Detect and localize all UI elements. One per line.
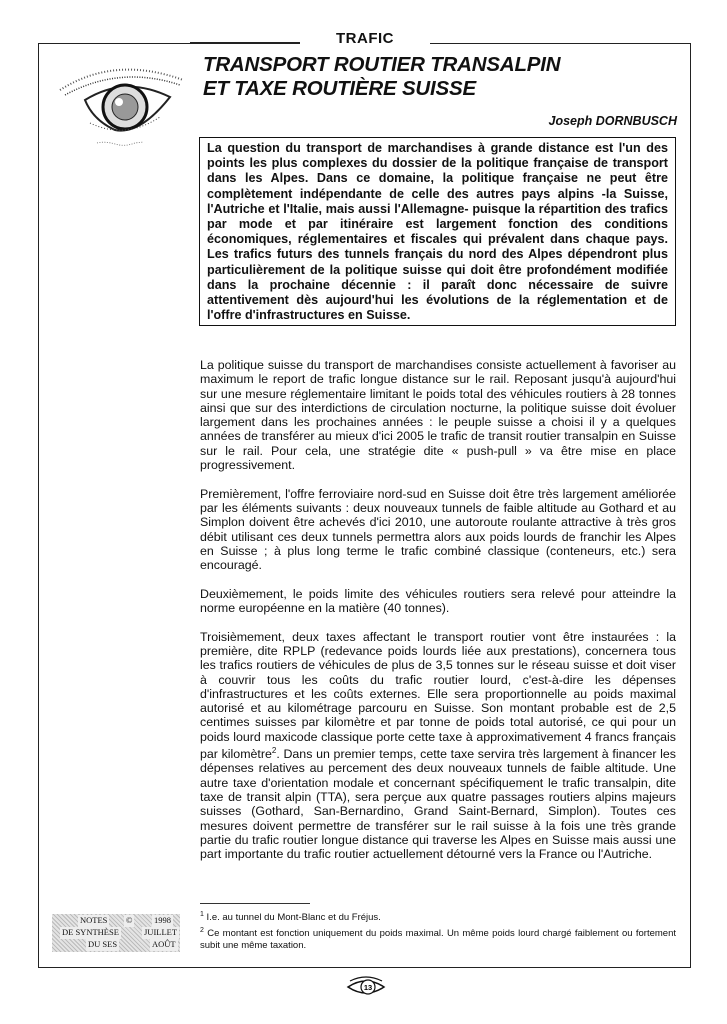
title-line-1: TRANSPORT ROUTIER TRANSALPIN [203, 53, 561, 76]
paragraph-1: La politique suisse du transport de marchandises consiste actuellement à favoriser au maximum le report de trafic longue distance sur le rail. Reposant jusqu'à aujourd'hui sur une mesure réglementaire limitant le poids total des véhicules routiers à 28 tonnes ainsi que sur des interdictions de circulation nocturne, la politique suisse doit évoluer largement dans les prochaines années : le peuple suisse a choisi il y a quelques années de transférer au mieux d'ici 2005 le trafic de transit routier transalpin en Suisse sur le rail. Pour cela, une stratégie dite « push-pull » va être mise en place progressivement. [200, 358, 676, 473]
stamp-du-ses: DU SES [88, 939, 118, 949]
page-number: 13 [363, 983, 373, 992]
decorative-mark [95, 140, 145, 146]
stamp-copyright: © [126, 915, 133, 925]
author: Joseph DORNBUSCH [548, 114, 677, 128]
paragraph-4-part-a: Troisièmement, deux taxes affectant le transport routier vont être instaurées : la première, dite RPLP (redevance poids lourds liée aux prestations), concernera tous les trafics routiers de véhicules de plus de 3,5 tonnes sur le réseau suisse et doit viser à couvrir tous les coûts du trafic routier lourd, c'est-à-dire les dépenses d'infrastructures et les coûts externes. Elle sera proportionnelle au poids maximal autorisé et au kilométrage parcouru en Suisse. Son montant probable est de 2,5 centimes suisses par kilomètre et par tonne de poids total autorisé, ce qui pour un poids lourd maxicode classique porte cette taxe à approximativement 4 francs français par kilomètre [200, 629, 676, 762]
title-line-2: ET TAXE ROUTIÈRE SUISSE [203, 77, 476, 100]
footnote-1-mark: 1 [200, 911, 204, 918]
abstract-box: La question du transport de marchandises à grande distance est l'un des points les plus complexes du dossier de la politique française de transport dans les Alpes. Dans ce domaine, la politique française ne peut être complètement indépendante de celle des autres pays alpins -la Suisse, l'Autriche et l'Italie, mais aussi l'Allemagne- puisque la répartition des trafics par mode et par itinéraire est largement fonction des conditions économiques, réglementaires et fiscales qui prévalent dans chaque pays. Les trafics futurs des tunnels français du nord des Alpes dépendront plus particulièrement de la politique suisse qui doit être profondément modifiée dans la prochaine décennie : il paraît donc nécessaire de suivre attentivement dès aujourd'hui les évolutions de la réglementation et de l'offre d'infrastructures en Suisse. [199, 137, 676, 326]
footnote-ref-2: 2 [271, 746, 277, 756]
section-rule [190, 42, 300, 43]
article-body [200, 358, 676, 876]
paragraph-3: Deuxièmement, le poids limite des véhicules routiers sera relevé pour atteindre la norme européenne en la matière (40 tonnes). [200, 586, 676, 616]
article-title [203, 53, 560, 101]
stamp-year: 1998 [154, 915, 171, 925]
stamp-month-2: AOÛT [152, 939, 176, 949]
footnote-1 [200, 909, 676, 925]
footnote-2-text: Ce montant est fonction uniquement du poids maximal. Un même poids lourd chargé faiblement ou fortement subit une même taxation. [200, 927, 676, 952]
paragraph-4-part-b: . Dans un premier temps, cette taxe servira très largement à financer les dépenses relatives au percement des deux nouveaux tunnels de faible altitude. Une autre taxe d'orientation modale et concernant spécifiquement le trafic transalpin, dite taxe de transit alpin (TTA), sera perçue aux quatre passages routiers alpins majeurs suisses (Gothard, San-Bernardino, Grand Saint-Bernard, Simplon). Toutes ces mesures doivent permettre de transférer sur le rail suisse à la fois une très grande partie du trafic routier longue distance qui traverse les Alpes en Suisse mais aussi une part importante du trafic routier actuellement détourné vers la France ou l'Autriche. [200, 747, 676, 862]
page-number-eye-icon [346, 975, 386, 999]
paragraph-4 [200, 630, 676, 862]
footnote-2 [200, 925, 676, 953]
footnote-1-text: I.e. au tunnel du Mont-Blanc et du Fréjus. [203, 912, 381, 924]
stamp-notes: NOTES [80, 915, 108, 925]
footnotes [200, 909, 676, 953]
section-heading: TRAFIC [300, 30, 430, 47]
stamp-de-synthese: DE SYNTHÈSE [62, 927, 119, 937]
footnote-2-mark: 2 [200, 926, 204, 934]
stamp-month: JUILLET [144, 927, 178, 937]
footnote-rule [200, 903, 310, 904]
publication-stamp [52, 914, 180, 952]
paragraph-2: Premièrement, l'offre ferroviaire nord-sud en Suisse doit être très largement améliorée par les éléments suivants : deux nouveaux tunnels de faible altitude au Gothard et au Simplon doivent être achevés d'ici 2010, une autoroute roulante attractive à très gros débit utilisant ces deux tunnels permettra alors aux poids lourds de franchir les Alpes en Suisse ; à plus long terme le trafic combiné classique (conteneurs, etc.) sera encouragé. [200, 486, 676, 573]
